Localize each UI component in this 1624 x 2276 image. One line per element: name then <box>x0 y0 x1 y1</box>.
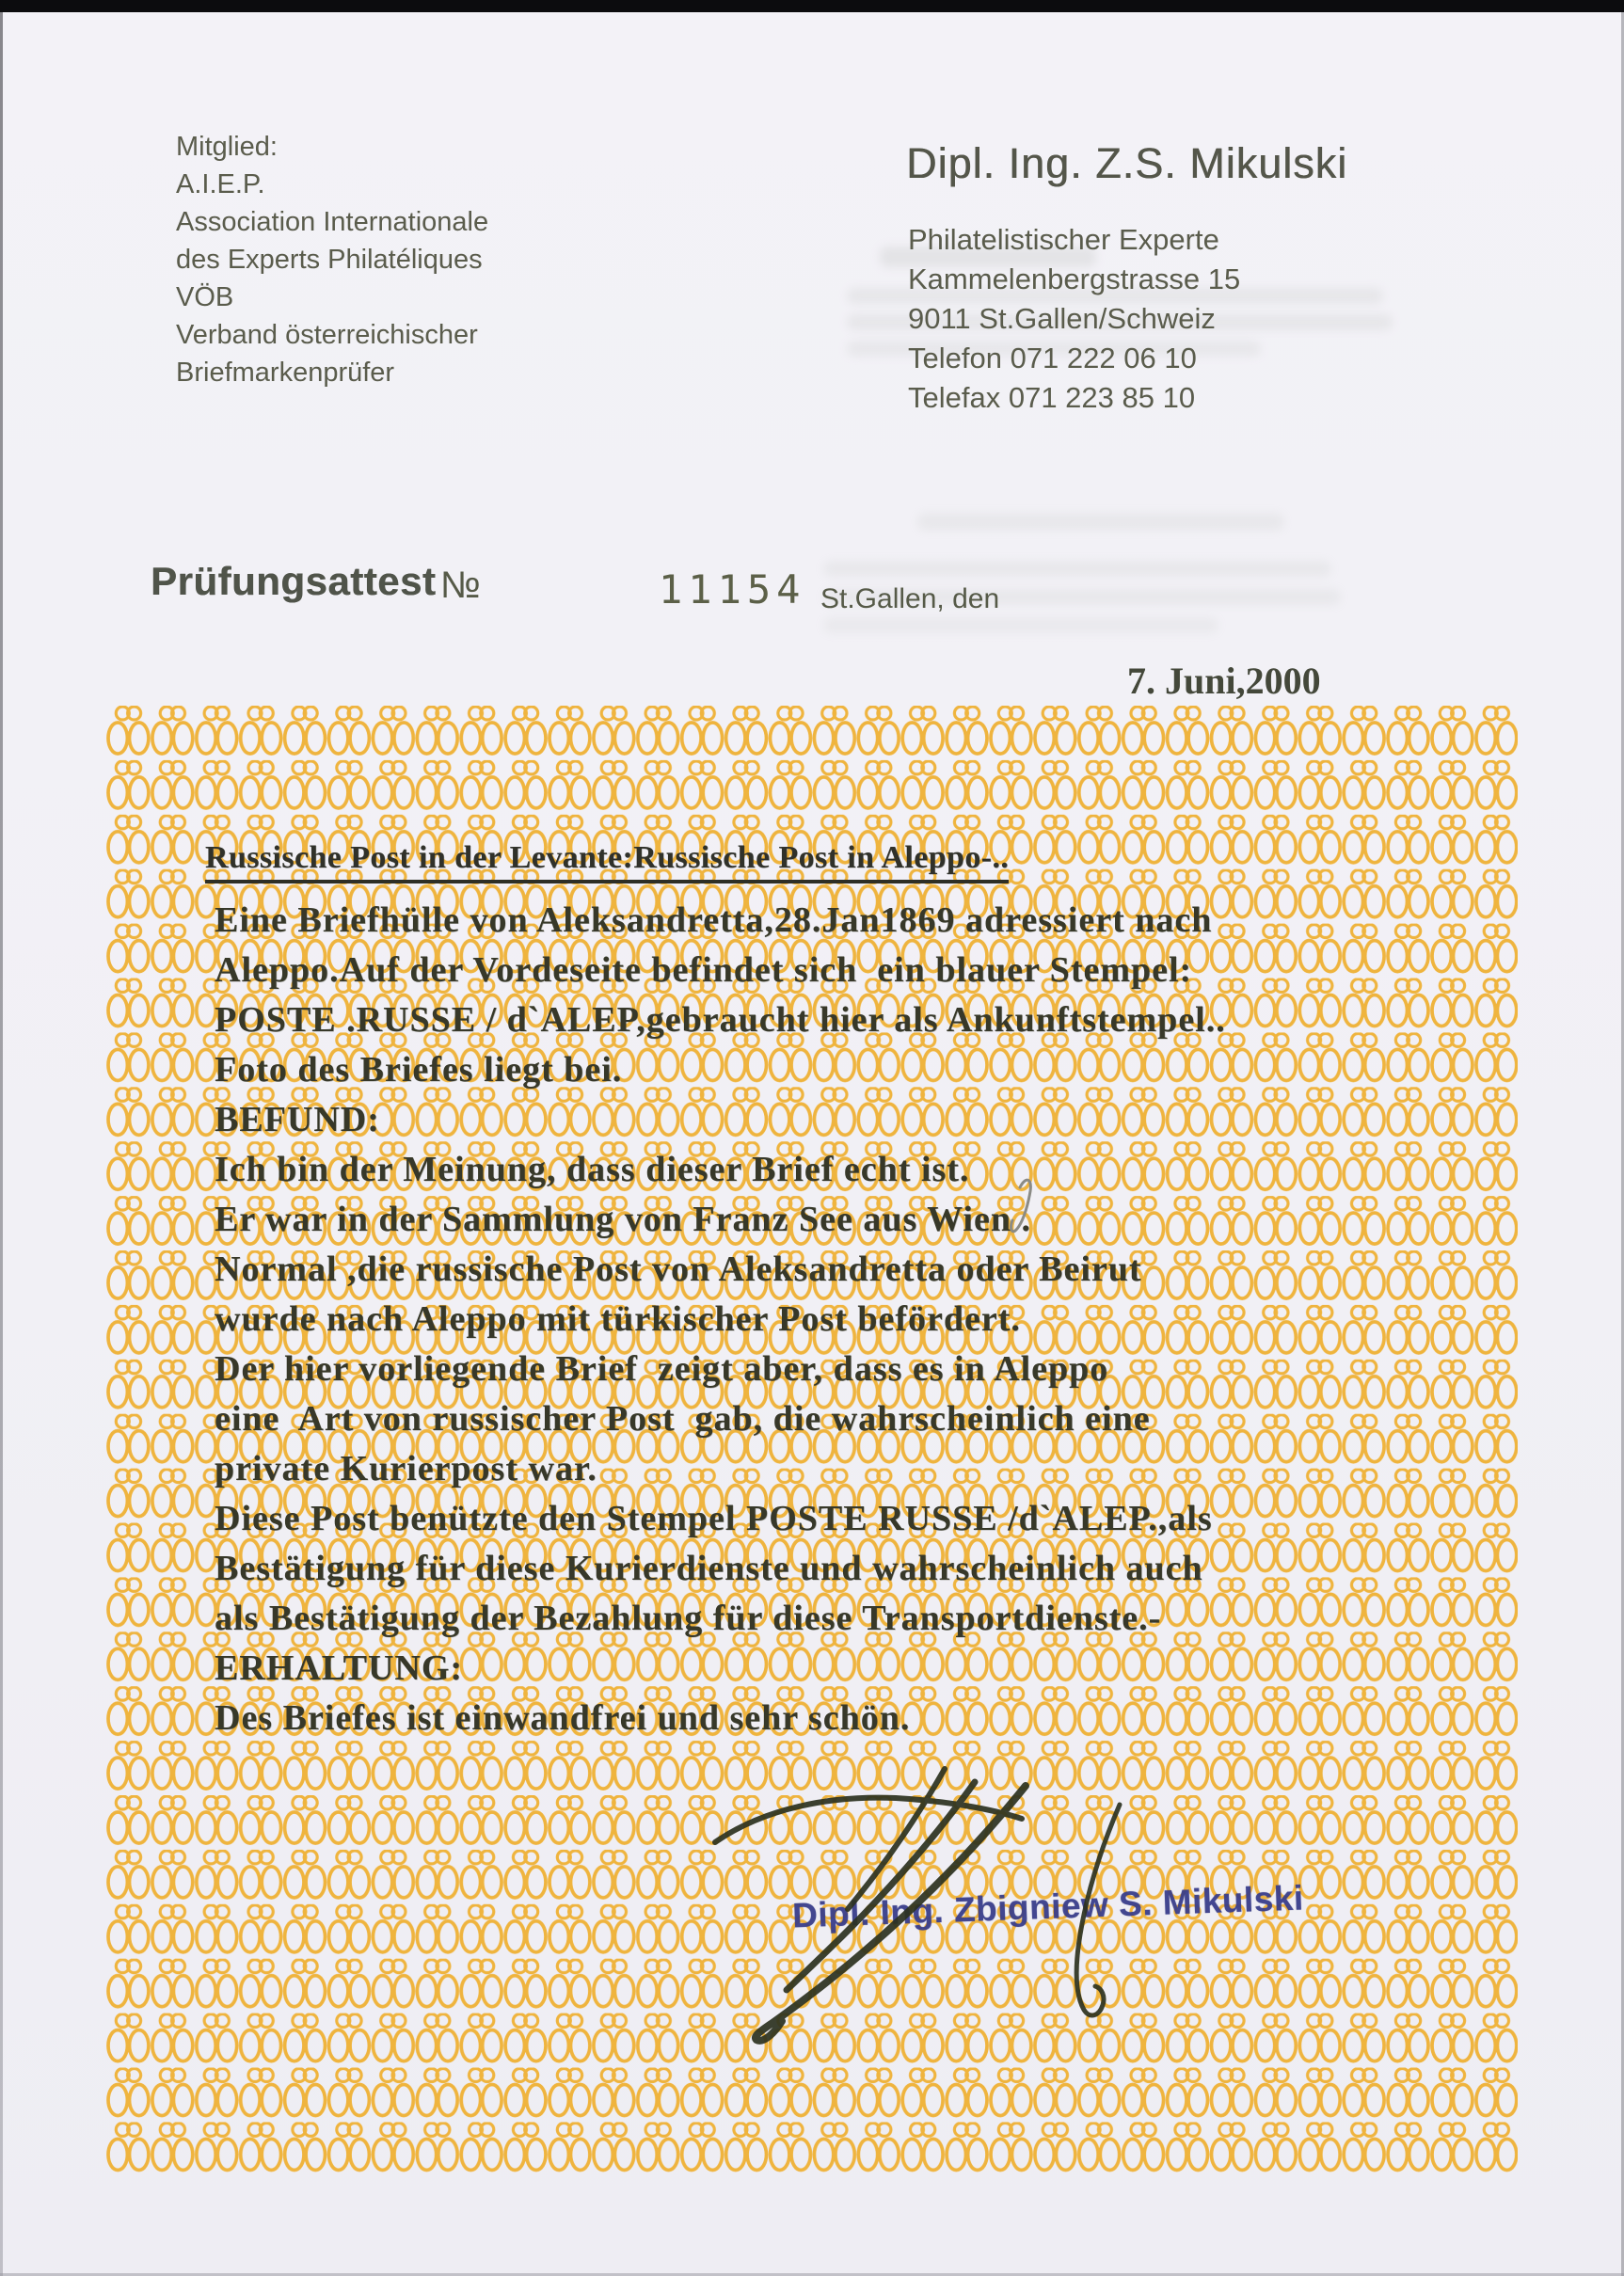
body-line: Diese Post benützte den Stempel POSTE RUSSE /d`ALEP.,als <box>215 1499 1213 1538</box>
bleed-through-smudge <box>917 513 1284 531</box>
body-line: eine Art von russischer Post gab, die wahrscheinlich eine <box>215 1399 1151 1439</box>
body-line: Normal ,die russische Post von Aleksandretta oder Beirut <box>215 1249 1142 1289</box>
attest-date: 7. Juni,2000 <box>1127 660 1321 702</box>
body-line: Eine Briefhülle von Aleksandretta,28.Jan1869 adressiert nach <box>215 900 1213 940</box>
bleed-through-smudge <box>823 617 1218 633</box>
scan-edge-top <box>0 0 1624 12</box>
body-line: Aleppo.Auf der Vordeseite befindet sich ein blauer Stempel: <box>215 950 1193 990</box>
body-line: Der hier vorliegende Brief zeigt aber, dass es in Aleppo <box>215 1349 1109 1389</box>
member-line: A.I.E.P. <box>176 169 265 199</box>
body-section-label: ERHALTUNG: <box>215 1648 464 1688</box>
body-line: Er war in der Sammlung von Franz See aus Wien . <box>215 1200 1031 1239</box>
expert-address-line: 9011 St.Gallen/Schweiz <box>908 302 1216 335</box>
body-line: POSTE .RUSSE / d`ALEP,gebraucht hier als Ankunftstempel.. <box>215 1000 1226 1040</box>
body-line: Des Briefes ist einwandfrei und sehr schön. <box>215 1698 911 1738</box>
body-line: als Bestätigung der Bezahlung für diese Transportdienste.- <box>215 1599 1162 1638</box>
attest-place-label: St.Gallen, den <box>820 583 1000 614</box>
expert-address-line: Kammelenbergstrasse 15 <box>908 263 1241 295</box>
certificate-heading: Russische Post in der Levante:Russische Post in Aleppo-.. <box>205 840 1009 883</box>
member-line: Association Internationale <box>176 207 489 237</box>
body-line: private Kurierpost war. <box>215 1449 597 1488</box>
attest-number-symbol: № <box>440 565 481 606</box>
body-line: Bestätigung für diese Kurierdienste und wahrscheinlich auch <box>215 1549 1203 1588</box>
expert-address-line: Philatelistischer Experte <box>908 223 1219 256</box>
expert-address-block <box>908 220 1240 418</box>
expert-name: Dipl. Ing. Z.S. Mikulski <box>906 139 1348 187</box>
expert-address-line: Telefon 071 222 06 10 <box>908 342 1197 374</box>
member-line: VÖB <box>176 282 234 312</box>
body-line: wurde nach Aleppo mit türkischer Post befördert. <box>215 1299 1021 1339</box>
member-line: des Experts Philatéliques <box>176 245 483 275</box>
body-line: Foto des Briefes liegt bei. <box>215 1050 623 1090</box>
member-line: Briefmarkenprüfer <box>176 358 395 388</box>
member-block <box>176 128 488 391</box>
expert-address-line: Telefax 071 223 85 10 <box>908 381 1196 414</box>
scan-edge-left <box>0 12 3 2276</box>
attest-title: Prüfungsattest <box>151 559 437 603</box>
signature-stamp-name: Dipl. Ing. Zbigniew S. Mikulski <box>791 1878 1305 1935</box>
bleed-through-smudge <box>823 561 1331 577</box>
attest-number: 11154 <box>659 566 806 613</box>
body-section-label: BEFUND: <box>215 1100 380 1139</box>
member-line: Verband österreichischer <box>176 320 478 350</box>
body-line: Ich bin der Meinung, dass dieser Brief echt ist. <box>215 1150 970 1189</box>
member-label: Mitglied: <box>176 132 278 162</box>
